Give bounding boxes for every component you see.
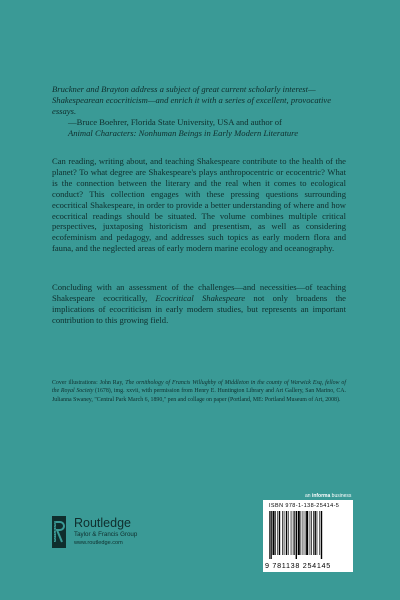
routledge-logo xyxy=(52,516,212,556)
routledge-vertical-mark: ROUTLEDGE xyxy=(51,518,57,547)
endorsement-block xyxy=(52,84,346,139)
book-title-inline: Ecocritical Shakespeare xyxy=(155,292,246,303)
barcode-bar xyxy=(311,511,312,555)
barcode-bar xyxy=(277,511,278,555)
publisher-url: www.routledge.com xyxy=(74,540,123,546)
description-paragraph-2 xyxy=(52,282,346,326)
informa-brand: informa xyxy=(311,493,331,499)
barcode-digits: 9 781138 254145 xyxy=(265,561,331,570)
description-paragraph-1: Can reading, writing about, and teaching Shakespeare contribute to the health of the planet? To what degree are Shakespeare's plays anthropocentric or ecocentric? What is the connection between the literary and the real when it comes to ecological conduct? This collection engages with these pressing questions surrounding ecocritical Shakespeare, in order to provide a better understanding of where and how ecocritical readings should be situated. The volume combines multiple critical perspectives, juxtaposing historicism and presentism, as well as considering ecofeminism and pedagogy, and addresses such topics as early modern flora and fauna, and the neglected areas of early modern marine ecology and oceanography. xyxy=(52,156,346,254)
endorsement-quote: Bruckner and Brayton address a subject of great current scholarly interest—Shakespearean ecocriticism—and enrich it with a series of excellent, provocative essays. xyxy=(52,84,332,116)
barcode-bar xyxy=(279,511,280,555)
description-p2-start: Concluding with an assessment of the challenges—and necessities—of teaching Shakespeare ecocritically, xyxy=(52,282,346,303)
barcode-bar xyxy=(286,511,287,555)
barcode-bar xyxy=(319,511,320,555)
barcode-bar xyxy=(284,511,285,555)
description-p2-end: not only broadens the implications of ecocriticism in early modern studies, but represents an important contribution to this growing field. xyxy=(52,292,346,325)
barcode-bar xyxy=(321,511,322,559)
barcode-bar xyxy=(317,511,318,555)
barcode-bar xyxy=(298,511,300,555)
barcode-bar xyxy=(288,511,289,555)
isbn-barcode xyxy=(263,500,353,572)
endorsement-book-title: Animal Characters: Nonhuman Beings in Early Modern Literature xyxy=(68,127,299,138)
barcode-bar xyxy=(303,511,304,555)
barcode-bars xyxy=(269,511,347,559)
barcode-bar xyxy=(306,511,308,555)
barcode-bar xyxy=(291,511,292,555)
cover-credits-lead: Cover illustrations: John Ray, xyxy=(52,379,126,386)
barcode-bar xyxy=(315,511,316,555)
barcode-bar xyxy=(305,511,306,555)
endorsement-author: —Bruce Boehrer, Florida State University, USA and author of xyxy=(68,116,282,127)
barcode-bar xyxy=(293,511,294,555)
endorsement-attribution xyxy=(52,117,346,139)
barcode-bar xyxy=(282,511,283,555)
cover-credits-rest: (1678), img. xxvii, with permission from Henry E. Huntington Library and Art Gallery, San Marino, CA. Julianna Swaney, "Central Park March 6, 1890," pen and collage on paper (Portland, ME: Portland Museum of Art, 2008). xyxy=(52,388,346,404)
barcode-bar xyxy=(313,511,314,555)
barcode-bar xyxy=(296,511,297,559)
barcode-bar xyxy=(270,511,271,559)
publisher-group: Taylor & Francis Group xyxy=(74,531,138,538)
isbn-label: ISBN 978-1-138-25414-5 xyxy=(269,503,340,509)
informa-business-tag: an informa business xyxy=(305,493,352,499)
publisher-name: Routledge xyxy=(74,516,131,530)
cover-credits-title: The ornithology of Francis Willughby of Middleton in the county of Warwick Esq, fellow of the Royal Society xyxy=(52,379,347,395)
barcode-bar xyxy=(273,511,275,555)
barcode-bar xyxy=(275,511,276,555)
cover-credits xyxy=(52,379,346,405)
barcode-bar xyxy=(301,511,302,555)
barcode-bar xyxy=(269,511,270,559)
barcode-bar xyxy=(294,511,295,555)
barcode-bar xyxy=(310,511,311,555)
